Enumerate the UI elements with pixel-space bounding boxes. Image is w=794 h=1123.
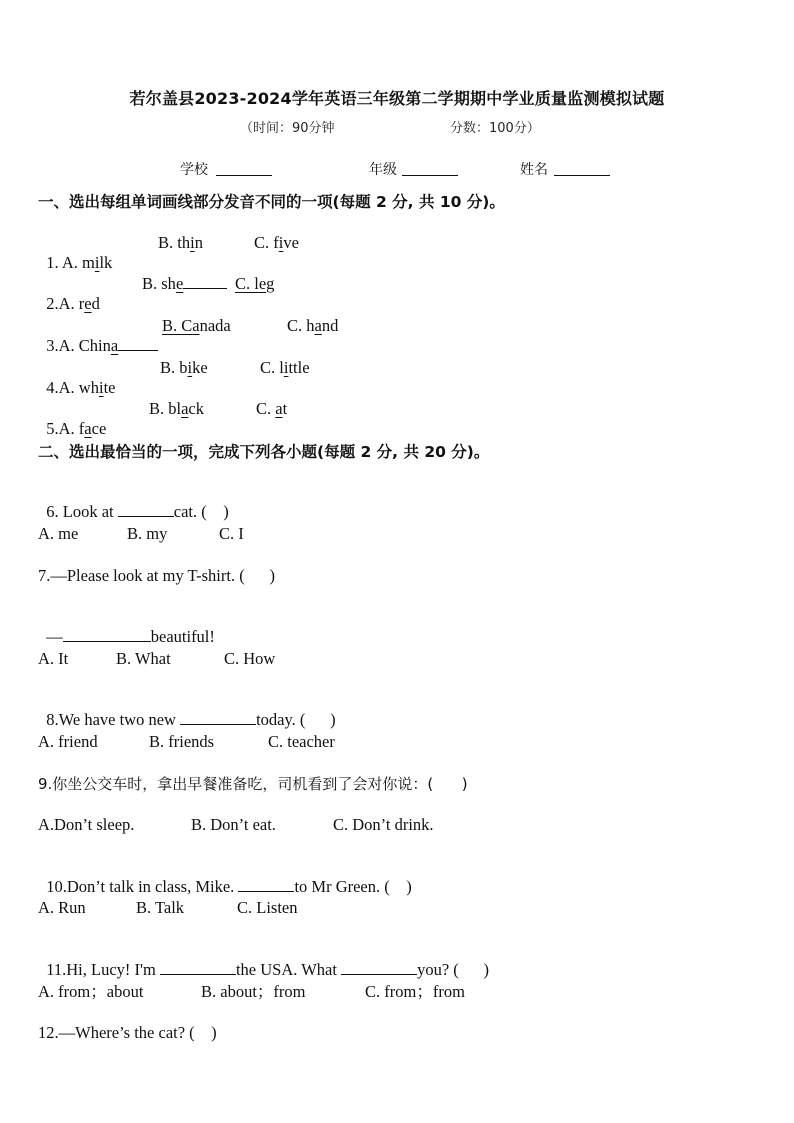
q11-blank-2[interactable] — [341, 960, 417, 975]
q3-option-b[interactable]: B. Canada — [162, 316, 231, 335]
exam-title: 若尔盖县2023-2024学年英语三年级第二学期期中学业质量监测模拟试题 — [129, 89, 665, 108]
q11-option-c[interactable]: C. from；from — [365, 982, 465, 1001]
q11-option-a[interactable]: A. from；about — [38, 982, 144, 1001]
q7-option-a[interactable]: A. It — [38, 649, 69, 668]
q4-option-c[interactable]: C. little — [260, 358, 310, 377]
q6-blank[interactable] — [118, 502, 174, 517]
question-2: 2.A. red B. she C. leg — [46, 274, 275, 313]
q2-option-b[interactable]: B. she — [142, 274, 227, 294]
q8-option-b[interactable]: B. friends — [149, 732, 215, 751]
section-2-heading: 二、选出最恰当的一项，完成下列各小题(每题 2 分, 共 20 分)。 — [38, 443, 490, 461]
grade-label: 年级 — [369, 162, 397, 178]
q11-blank-1[interactable] — [160, 960, 236, 975]
q10-blank[interactable] — [238, 877, 294, 892]
school-blank[interactable] — [216, 161, 272, 176]
q2-option-c[interactable]: C. leg — [235, 274, 275, 293]
q9-option-c[interactable]: C. Don’t drink. — [333, 815, 434, 834]
question-7-reply: — beautiful! — [46, 627, 215, 646]
q3-option-c[interactable]: C. hand — [287, 316, 339, 335]
q10-option-c[interactable]: C. Listen — [237, 898, 298, 917]
q10-option-b[interactable]: B. Talk — [136, 898, 185, 917]
q7-option-c[interactable]: C. How — [224, 649, 276, 668]
school-label: 学校 — [180, 162, 208, 178]
q8-blank[interactable] — [180, 710, 256, 725]
question-11: 11.Hi, Lucy! I'm the USA. What you? ( ) — [46, 960, 490, 979]
q4-option-b[interactable]: B. bike — [160, 358, 208, 377]
q9-option-a[interactable]: A.Don’t sleep. — [38, 815, 135, 834]
question-7: 7.—Please look at my T-shirt. ( ) — [38, 566, 275, 585]
q1-option-c[interactable]: C. five — [254, 233, 299, 252]
q8-option-a[interactable]: A. friend — [38, 732, 98, 751]
q7-option-b[interactable]: B. What — [116, 649, 171, 668]
q1-option-b[interactable]: B. thin — [158, 233, 203, 252]
exam-time: （时间：90分钟 — [240, 121, 335, 136]
q5-option-c[interactable]: C. at — [256, 399, 288, 418]
section-1-heading: 一、选出每组单词画线部分发音不同的一项(每题 2 分, 共 10 分)。 — [38, 193, 505, 211]
q7-blank[interactable] — [63, 627, 151, 642]
exam-score: 分数：100分） — [450, 121, 540, 136]
student-info-row — [180, 159, 650, 181]
question-4: 4.A. white B. bike C. little — [46, 358, 310, 397]
question-3: 3.A. China B. Canada C. hand — [46, 316, 339, 355]
question-5: 5.A. face B. black C. at — [46, 399, 288, 438]
q6-option-c[interactable]: C. I — [219, 524, 244, 543]
q9-option-b[interactable]: B. Don’t eat. — [191, 815, 276, 834]
question-12: 12.—Where’s the cat? ( ) — [38, 1023, 217, 1042]
grade-blank[interactable] — [402, 161, 458, 176]
q5-option-b[interactable]: B. black — [149, 399, 204, 418]
question-8: 8.We have two new today. ( ) — [46, 710, 336, 729]
q8-option-c[interactable]: C. teacher — [268, 732, 335, 751]
q11-option-b[interactable]: B. about；from — [201, 982, 306, 1001]
question-6: 6. Look at cat. ( ) — [46, 502, 229, 521]
question-10: 10.Don’t talk in class, Mike. to Mr Green. ( ) — [46, 877, 412, 896]
q10-option-a[interactable]: A. Run — [38, 898, 86, 917]
question-9: 9.你坐公交车时，拿出早餐准备吃，司机看到了会对你说：( ) — [38, 775, 468, 793]
q6-option-b[interactable]: B. my — [127, 524, 168, 543]
name-blank[interactable] — [554, 161, 610, 176]
question-1: 1. A. milk B. thin C. five — [46, 233, 299, 272]
name-label: 姓名 — [520, 162, 548, 178]
q6-option-a[interactable]: A. me — [38, 524, 79, 543]
